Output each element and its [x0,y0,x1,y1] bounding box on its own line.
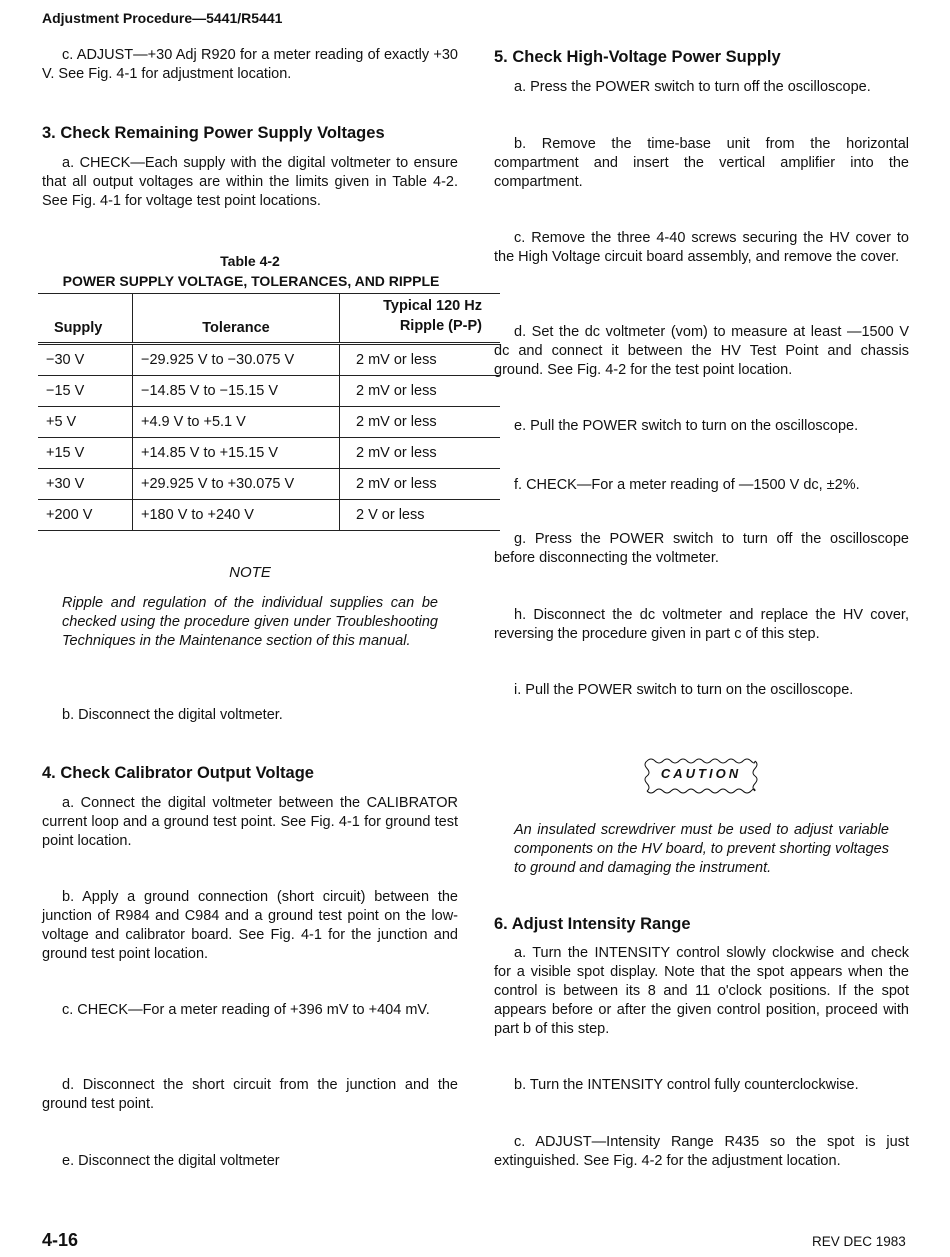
cell-supply: −15 V [38,376,133,407]
step-3b: b. Disconnect the digital voltmeter. [62,707,283,723]
cell-supply: +15 V [38,438,133,469]
ripple-header-line-1: Typical 120 Hz [383,298,482,314]
table-row [38,407,500,438]
table-row [38,500,500,531]
section-3-heading: 3. Check Remaining Power Supply Voltages [42,124,385,142]
cell-tolerance: +29.925 V to +30.075 V [133,469,340,500]
section-4-heading: 4. Check Calibrator Output Voltage [42,764,314,782]
table-row [38,344,500,376]
step-3a: a. CHECK—Each supply with the digital voltmeter to ensure that all output voltages are within the limits given in Table 4-2. See Fig. 4-1 for voltage test point locations. [42,155,458,209]
caution-box [641,757,761,795]
table-row [38,376,500,407]
cell-ripple: 2 mV or less [340,376,501,407]
cell-tolerance: +14.85 V to +15.15 V [133,438,340,469]
step-6b: b. Turn the INTENSITY control fully counterclockwise. [514,1077,859,1093]
cell-tolerance: +180 V to +240 V [133,500,340,531]
table-number: Table 4-2 [220,253,280,269]
cell-ripple: 2 mV or less [340,438,501,469]
step-4c: c. CHECK—For a meter reading of +396 mV to +404 mV. [62,1002,430,1018]
step-5i: i. Pull the POWER switch to turn on the oscilloscope. [514,682,854,698]
table-header-row [38,294,500,344]
section-6-heading: 6. Adjust Intensity Range [494,915,691,933]
col-header-ripple [340,294,501,344]
table-row [38,469,500,500]
page-number: 4-16 [42,1230,79,1250]
step-4d: d. Disconnect the short circuit from the junction and the ground test point. [42,1077,458,1112]
caution-body: An insulated screwdriver must be used to adjust variable components on the HV board, to prevent shorting voltages to ground and damaging the instrument. [514,822,889,876]
cell-supply: +5 V [38,407,133,438]
cell-ripple: 2 mV or less [340,344,501,376]
revision-date: REV DEC 1983 [812,1234,906,1249]
step-5h: h. Disconnect the dc voltmeter and replace the HV cover, reversing the procedure given in part c of this step. [494,607,909,642]
cell-ripple: 2 mV or less [340,407,501,438]
ripple-header-line-2: Ripple (P-P) [399,318,482,334]
note-heading: NOTE [229,564,271,581]
step-5b: b. Remove the time-base unit from the horizontal compartment and insert the vertical amplifier into the compartment. [494,136,909,190]
step-4a: a. Connect the digital voltmeter between the CALIBRATOR current loop and a ground test point. See Fig. 4-1 for ground test point location. [42,795,458,849]
cell-tolerance: −29.925 V to −30.075 V [133,344,340,376]
col-header-supply: Supply [38,294,133,344]
table-row [38,438,500,469]
step-6a: a. Turn the INTENSITY control slowly clockwise and check for a visible spot display. Note that the spot appears when the control is between its 8 and 11 o'clock positions. If the spot appears before or after the given control position, proceed with part b of this step. [494,945,909,1037]
step-4e: e. Disconnect the digital voltmeter [62,1153,280,1169]
step-5g: g. Press the POWER switch to turn off the oscilloscope before disconnecting the voltmeter. [494,531,909,566]
step-5f: f. CHECK—For a meter reading of —1500 V dc, ±2%. [514,477,860,493]
step-5d: d. Set the dc voltmeter (vom) to measure at least —1500 V dc and connect it between the HV Test Point and chassis ground. See Fig. 4-2 for the test point location. [494,324,909,378]
power-supply-table [38,293,500,531]
cell-ripple: 2 V or less [340,500,501,531]
col-header-tolerance: Tolerance [133,294,340,344]
note-body: Ripple and regulation of the individual supplies can be checked using the procedure given under Troubleshooting Techniques in the Maintenance section of this manual. [62,595,438,649]
cell-supply: +30 V [38,469,133,500]
step-5a: a. Press the POWER switch to turn off the oscilloscope. [514,79,871,95]
cell-ripple: 2 mV or less [340,469,501,500]
table-caption: POWER SUPPLY VOLTAGE, TOLERANCES, AND RIPPLE [62,273,440,289]
cell-tolerance: −14.85 V to −15.15 V [133,376,340,407]
step-5e: e. Pull the POWER switch to turn on the oscilloscope. [514,418,859,434]
caution-label: CAUTION [660,766,742,781]
step-4b: b. Apply a ground connection (short circuit) between the junction of R984 and C984 and a ground test point on the low-voltage and calibrator board. See Fig. 4-1 for the junction and ground test point location. [42,889,458,962]
running-header: Adjustment Procedure—5441/R5441 [42,10,283,26]
step-5c: c. Remove the three 4-40 screws securing the HV cover to the High Voltage circuit board assembly, and remove the cover. [494,230,909,265]
step-6c: c. ADJUST—Intensity Range R435 so the spot is just extinguished. See Fig. 4-2 for the adjustment location. [494,1134,909,1169]
section-5-heading: 5. Check High-Voltage Power Supply [494,48,781,66]
step-2c: c. ADJUST—+30 Adj R920 for a meter reading of exactly +30 V. See Fig. 4-1 for adjustment location. [42,47,458,82]
cell-supply: +200 V [38,500,133,531]
cell-supply: −30 V [38,344,133,376]
cell-tolerance: +4.9 V to +5.1 V [133,407,340,438]
